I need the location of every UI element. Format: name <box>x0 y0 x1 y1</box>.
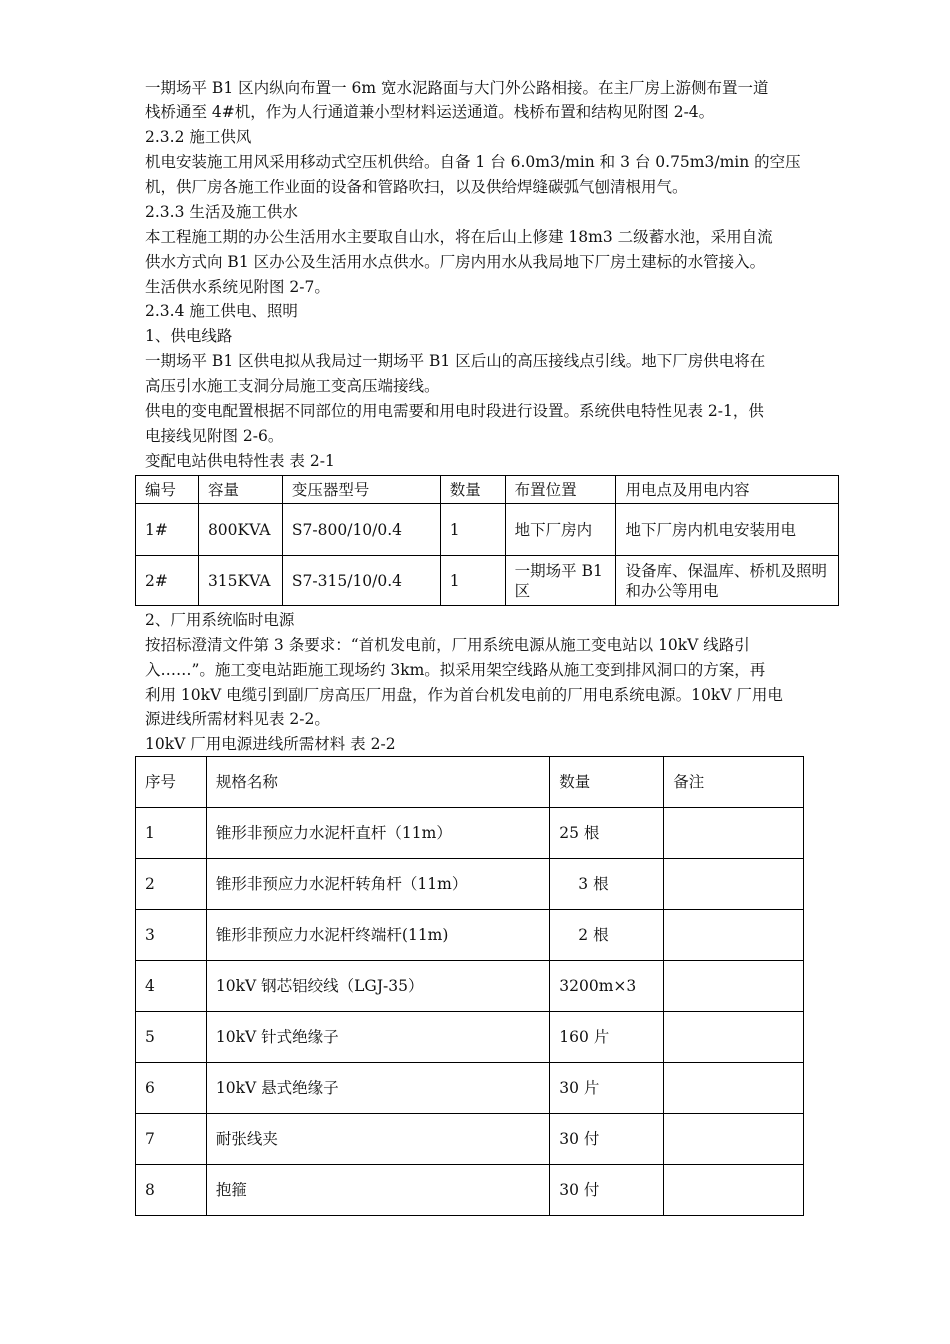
table-cell: 30 付 <box>550 1114 664 1165</box>
table-cell <box>664 808 804 859</box>
section-heading: 2.3.3 生活及施工供水 <box>145 203 298 221</box>
table-cell <box>664 1012 804 1063</box>
body-text: 入……”。施工变电站距施工现场约 3km。拟采用架空线路从施工变到排风洞口的方案，再 <box>145 661 766 679</box>
body-text: 按招标澄清文件第 3 条要求：“首机发电前，厂用系统电源从施工变电站以 10kV 线路引 <box>145 636 750 654</box>
table-row <box>136 1012 804 1063</box>
table-row <box>136 859 804 910</box>
body-text: 源进线所需材料见表 2-2。 <box>145 710 330 728</box>
section-heading: 2.3.4 施工供电、照明 <box>145 302 298 320</box>
table-cell: 3 <box>136 910 207 961</box>
table-header-cell: 数量 <box>550 757 664 808</box>
body-text: 高压引水施工支洞分局施工变高压端接线。 <box>145 377 440 395</box>
table-cell: 4 <box>136 961 207 1012</box>
table-cell: 锥形非预应力水泥杆终端杆(11m) <box>206 910 549 961</box>
table-cell: 6 <box>136 1063 207 1114</box>
power-supply-table <box>135 475 839 606</box>
table-cell: 2 <box>136 859 207 910</box>
table-cell: 锥形非预应力水泥杆转角杆（11m） <box>206 859 549 910</box>
table-cell: 160 片 <box>550 1012 664 1063</box>
table-cell: 30 付 <box>550 1165 664 1216</box>
table-header-row <box>136 757 804 808</box>
body-text: 供水方式向 B1 区办公及生活用水点供水。厂房内用水从我局地下厂房土建标的水管接入。 <box>145 253 766 271</box>
table-header-cell: 数量 <box>440 476 505 504</box>
table-cell <box>664 910 804 961</box>
materials-table <box>135 756 804 1216</box>
table-cell <box>664 961 804 1012</box>
table-cell <box>664 1114 804 1165</box>
table-cell: 10kV 针式绝缘子 <box>206 1012 549 1063</box>
table-header-cell: 容量 <box>198 476 282 504</box>
table-cell: 抱箍 <box>206 1165 549 1216</box>
table-row <box>136 1165 804 1216</box>
table-header-cell: 规格名称 <box>206 757 549 808</box>
body-text: 本工程施工期的办公生活用水主要取自山水，将在后山上修建 18m3 二级蓄水池，采用自流 <box>145 228 773 246</box>
table-cell: 2 根 <box>550 910 664 961</box>
table-cell: 1 <box>136 808 207 859</box>
table-header-cell: 编号 <box>136 476 199 504</box>
section-heading: 2.3.2 施工供风 <box>145 128 252 146</box>
table-cell: 10kV 悬式绝缘子 <box>206 1063 549 1114</box>
table-caption: 10kV 厂用电源进线所需材料 表 2-2 <box>145 735 396 753</box>
table-cell: 2# <box>136 556 199 606</box>
table-cell <box>664 859 804 910</box>
table-cell: 3200m×3 <box>550 961 664 1012</box>
subsection-heading: 2、厂用系统临时电源 <box>145 611 295 629</box>
body-text: 供电的变电配置根据不同部位的用电需要和用电时段进行设置。系统供电特性见表 2-1，供 <box>145 402 764 420</box>
body-text: 利用 10kV 电缆引到副厂房高压厂用盘，作为首台机发电前的厂用电系统电源。10kV 厂用电 <box>145 686 783 704</box>
body-text: 栈桥通至 4#机，作为人行通道兼小型材料运送通道。栈桥布置和结构见附图 2-4。 <box>145 103 715 121</box>
table-header-cell: 用电点及用电内容 <box>616 476 839 504</box>
table-cell: 30 片 <box>550 1063 664 1114</box>
table-cell: 10kV 钢芯铝绞线（LGJ-35） <box>206 961 549 1012</box>
table-header-cell: 备注 <box>664 757 804 808</box>
table-cell: 7 <box>136 1114 207 1165</box>
body-text: 一期场平 B1 区内纵向布置一 6m 宽水泥路面与大门外公路相接。在主厂房上游侧布置一道 <box>145 79 769 97</box>
table-cell <box>664 1165 804 1216</box>
table-cell: 1 <box>440 504 505 556</box>
table-caption: 变配电站供电特性表 表 2-1 <box>145 452 335 470</box>
body-text: 机，供厂房各施工作业面的设备和管路吹扫，以及供给焊缝碳弧气刨清根用气。 <box>145 178 688 196</box>
table-row <box>136 910 804 961</box>
body-text: 机电安装施工用风采用移动式空压机供给。自备 1 台 6.0m3/min 和 3 台 0.75m3/min 的空压 <box>145 153 801 171</box>
table-cell <box>664 1063 804 1114</box>
body-text: 生活供水系统见附图 2-7。 <box>145 278 330 296</box>
table-header-cell: 序号 <box>136 757 207 808</box>
table-cell: 5 <box>136 1012 207 1063</box>
table-cell: 1# <box>136 504 199 556</box>
table-cell: 800KVA <box>198 504 282 556</box>
table-cell: 耐张线夹 <box>206 1114 549 1165</box>
table-cell: 315KVA <box>198 556 282 606</box>
table-row <box>136 961 804 1012</box>
table-cell: 地下厂房内机电安装用电 <box>616 504 839 556</box>
table-row <box>136 1063 804 1114</box>
table-cell: 25 根 <box>550 808 664 859</box>
subsection-heading: 1、供电线路 <box>145 327 233 345</box>
table-header-cell: 布置位置 <box>505 476 616 504</box>
table-cell: 1 <box>440 556 505 606</box>
table-cell: 锥形非预应力水泥杆直杆（11m） <box>206 808 549 859</box>
table-header-row <box>136 476 839 504</box>
table-cell: 设备库、保温库、桥机及照明和办公等用电 <box>616 556 839 606</box>
table-cell: S7-315/10/0.4 <box>282 556 440 606</box>
table-header-cell: 变压器型号 <box>282 476 440 504</box>
body-text: 一期场平 B1 区供电拟从我局过一期场平 B1 区后山的高压接线点引线。地下厂房供电将在 <box>145 352 766 370</box>
body-text: 电接线见附图 2-6。 <box>145 427 284 445</box>
table-cell: 3 根 <box>550 859 664 910</box>
table-row <box>136 504 839 556</box>
table-row <box>136 1114 804 1165</box>
table-row <box>136 808 804 859</box>
table-cell: 8 <box>136 1165 207 1216</box>
table-cell: 一期场平 B1 区 <box>505 556 616 606</box>
table-row <box>136 556 839 606</box>
table-cell: 地下厂房内 <box>505 504 616 556</box>
table-cell: S7-800/10/0.4 <box>282 504 440 556</box>
